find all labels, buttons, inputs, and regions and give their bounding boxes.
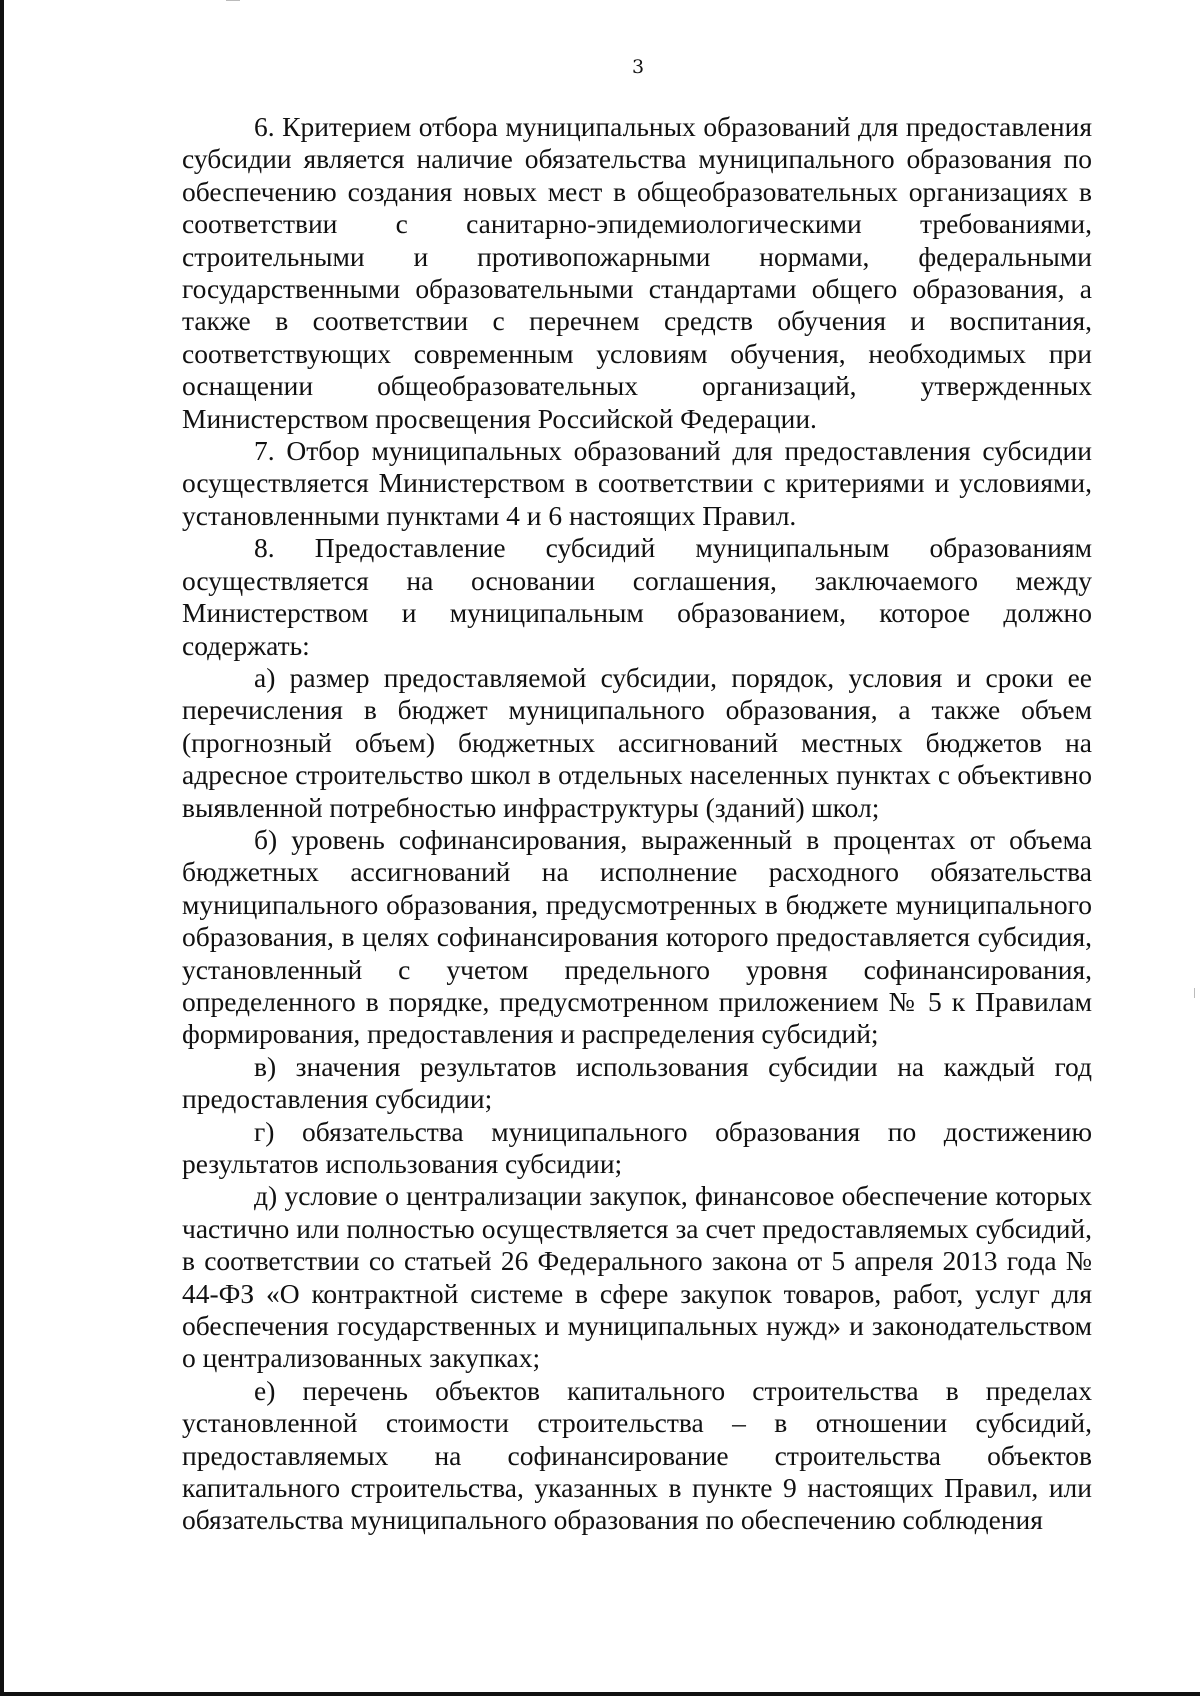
paragraph-8b: б) уровень софинансирования, выраженный в процентах от объема бюджетных ассигнований на исполнение расходного обязательства муниципального образования, предусмотренных в бюджете муниципального образования, в целях софинансирования которого предоставляется субсидия, установленный с учетом предельного уровня софинансирования, определенного в порядке, предусмотренном приложением № 5 к Правилам формирования, предоставления и распределения субсидий; bbox=[182, 823, 1092, 1050]
paragraph-7: 7. Отбор муниципальных образований для предоставления субсидии осуществляется Министерством в соответствии с критериями и условиями, установленными пунктами 4 и 6 настоящих Правил. bbox=[182, 435, 1092, 531]
scan-artifact-tick bbox=[1194, 988, 1195, 998]
scan-artifact-line bbox=[226, 0, 240, 1]
page-number: 3 bbox=[631, 56, 645, 78]
document-body bbox=[182, 111, 1092, 1537]
paragraph-8d: д) условие о централизации закупок, финансовое обеспечение которых частично или полностью осуществляется за счет предоставляемых субсидий, в соответствии со статьей 26 Федерального закона от 5 апреля 2013 года № 44-ФЗ «О контрактной системе в сфере закупок товаров, работ, услуг для обеспечения государственных и муниципальных нужд» и законодательством о централизованных закупках; bbox=[182, 1180, 1092, 1374]
paragraph-8g: г) обязательства муниципального образования по достижению результатов использования субсидии; bbox=[182, 1115, 1092, 1179]
paragraph-8v: в) значения результатов использования субсидии на каждый год предоставления субсидии; bbox=[182, 1050, 1092, 1115]
paragraph-8a: а) размер предоставляемой субсидии, порядок, условия и сроки ее перечисления в бюджет муниципального образования, а также объем (прогнозный объем) бюджетных ассигнований местных бюджетов на адресное строительство школ в отдельных населенных пунктах с объективно выявленной потребностью инфраструктуры (зданий) школ; bbox=[182, 661, 1092, 823]
paragraph-8e: е) перечень объектов капитального строительства в пределах установленной стоимости строительства – в отношении субсидий, предоставляемых на софинансирование строительства объектов капитального строительства, указанных в пункте 9 настоящих Правил, или обязательства муниципального образования по обеспечению соблюдения bbox=[182, 1374, 1092, 1536]
paragraph-6: 6. Критерием отбора муниципальных образований для предоставления субсидии является наличие обязательства муниципального образования по обеспечению создания новых мест в общеобразовательных организациях в соответствии с санитарно-эпидемиологическими требованиями, строительными и противопожарными нормами, федеральными государственными образовательными стандартами общего образования, а также в соответствии с перечнем средств обучения и воспитания, соответствующих современным условиям обучения, необходимых при оснащении общеобразовательных организаций, утвержденных Министерством просвещения Российской Федерации. bbox=[182, 111, 1092, 434]
paragraph-8: 8. Предоставление субсидий муниципальным образованиям осуществляется на основании соглашения, заключаемого между Министерством и муниципальным образованием, которое должно содержать: bbox=[182, 532, 1092, 661]
